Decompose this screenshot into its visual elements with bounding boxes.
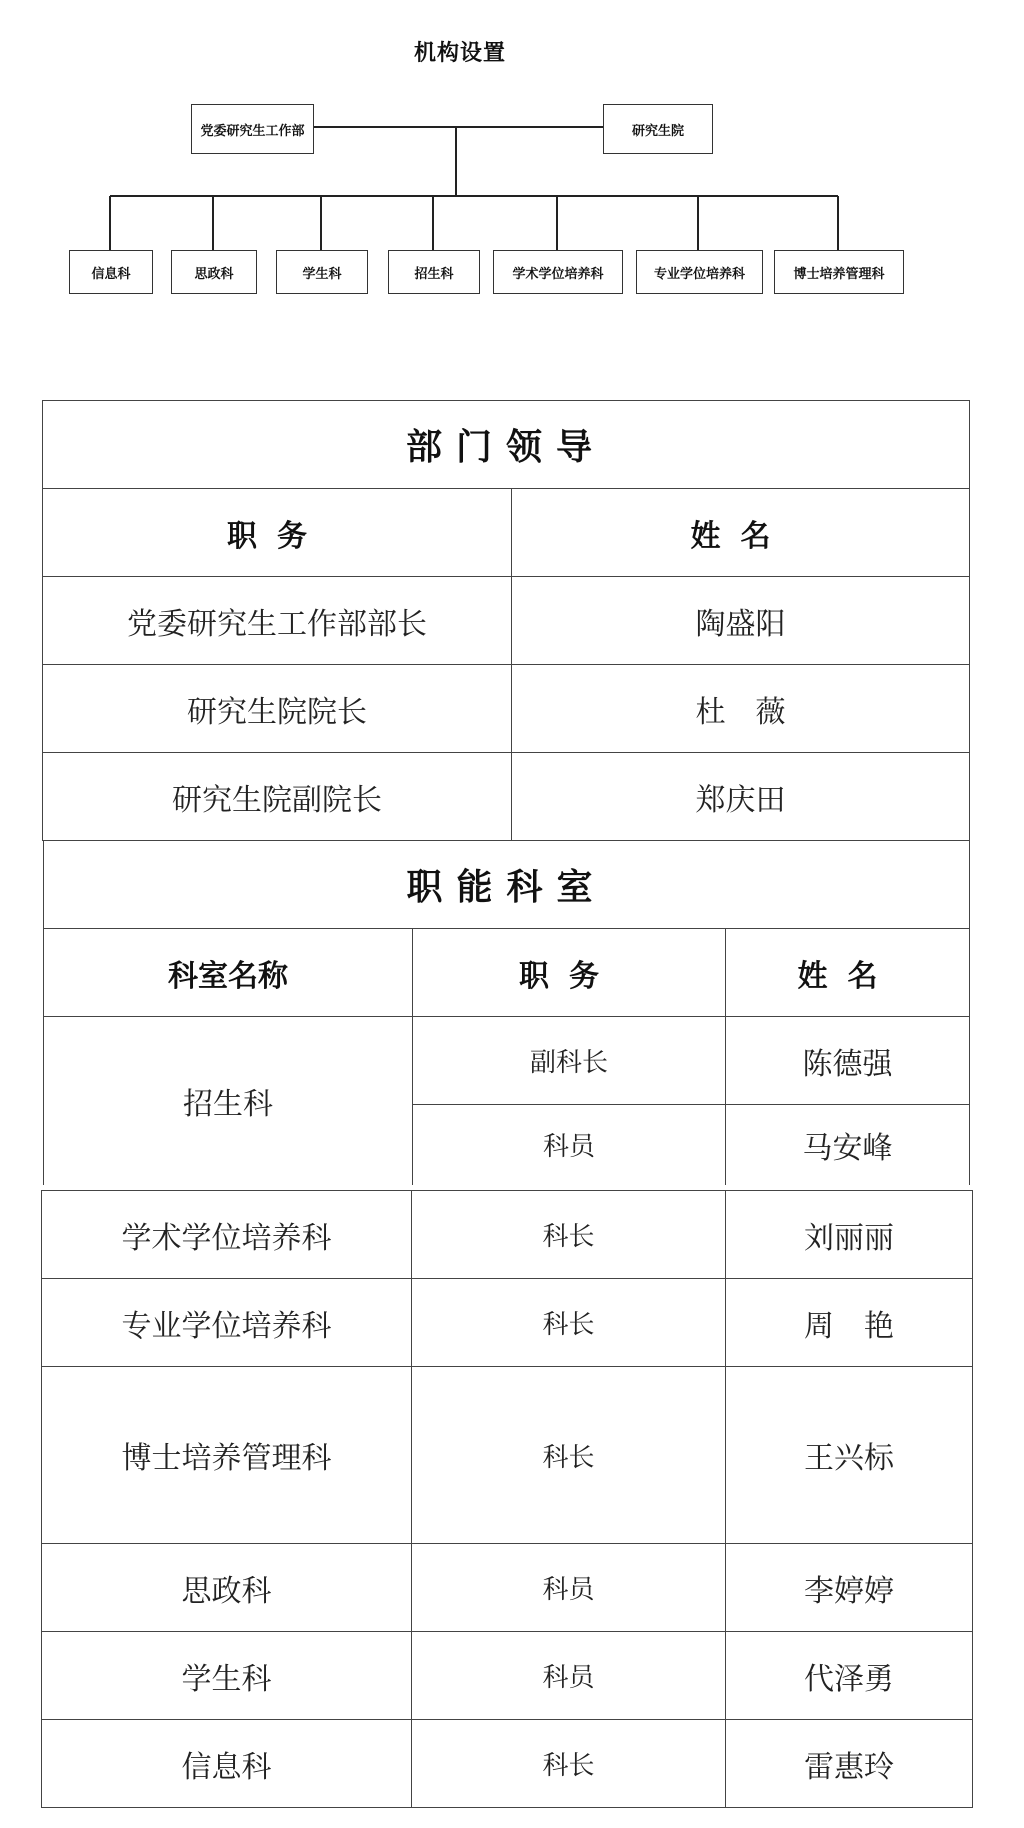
office-name: 学术学位培养科 <box>42 1191 412 1279</box>
org-box-academic-degree-office: 学术学位培养科 <box>493 250 623 294</box>
offices-table-lower <box>41 1190 973 1808</box>
office-staff-name: 代泽勇 <box>726 1632 973 1720</box>
office-staff-name: 雷惠玲 <box>726 1720 973 1808</box>
leaders-table <box>42 400 970 841</box>
office-name: 信息科 <box>42 1720 412 1808</box>
office-position: 科员 <box>412 1544 726 1632</box>
org-box-party-committee: 党委研究生工作部 <box>191 104 314 154</box>
org-box-graduate-school: 研究生院 <box>603 104 713 154</box>
leader-name: 杜 薇 <box>512 665 970 753</box>
office-name: 专业学位培养科 <box>42 1279 412 1367</box>
org-box-ideology-office: 思政科 <box>171 250 257 294</box>
office-position: 科员 <box>413 1105 726 1185</box>
office-staff-name: 王兴标 <box>726 1367 973 1544</box>
office-staff-name: 李婷婷 <box>726 1544 973 1632</box>
org-box-info-office: 信息科 <box>69 250 153 294</box>
leaders-section-title: 部门领导 <box>43 401 970 489</box>
offices-header-office: 科室名称 <box>44 929 413 1017</box>
office-position: 副科长 <box>413 1017 726 1105</box>
org-box-professional-degree-office: 专业学位培养科 <box>636 250 763 294</box>
leader-position: 党委研究生工作部部长 <box>43 577 512 665</box>
offices-header-position: 职务 <box>413 929 726 1017</box>
org-box-doctoral-office: 博士培养管理科 <box>774 250 904 294</box>
leader-position: 研究生院副院长 <box>43 753 512 841</box>
leaders-header-position: 职务 <box>43 489 512 577</box>
office-position: 科长 <box>412 1720 726 1808</box>
leader-name: 郑庆田 <box>512 753 970 841</box>
office-position: 科长 <box>412 1279 726 1367</box>
office-position: 科长 <box>412 1367 726 1544</box>
office-staff-name: 马安峰 <box>726 1105 970 1185</box>
office-name: 学生科 <box>42 1632 412 1720</box>
office-name: 思政科 <box>42 1544 412 1632</box>
leader-name: 陶盛阳 <box>512 577 970 665</box>
office-name-admissions: 招生科 <box>44 1017 413 1185</box>
leader-position: 研究生院院长 <box>43 665 512 753</box>
offices-table-upper <box>43 840 970 1185</box>
offices-section-title: 职能科室 <box>44 841 970 929</box>
org-box-student-office: 学生科 <box>276 250 368 294</box>
org-box-admissions-office: 招生科 <box>388 250 480 294</box>
office-staff-name: 陈德强 <box>726 1017 970 1105</box>
office-staff-name: 刘丽丽 <box>726 1191 973 1279</box>
office-position: 科员 <box>412 1632 726 1720</box>
office-name: 博士培养管理科 <box>42 1367 412 1544</box>
offices-header-name: 姓名 <box>726 929 970 1017</box>
org-chart-title: 机构设置 <box>413 41 506 66</box>
office-staff-name: 周 艳 <box>726 1279 973 1367</box>
leaders-header-name: 姓名 <box>512 489 970 577</box>
office-position: 科长 <box>412 1191 726 1279</box>
